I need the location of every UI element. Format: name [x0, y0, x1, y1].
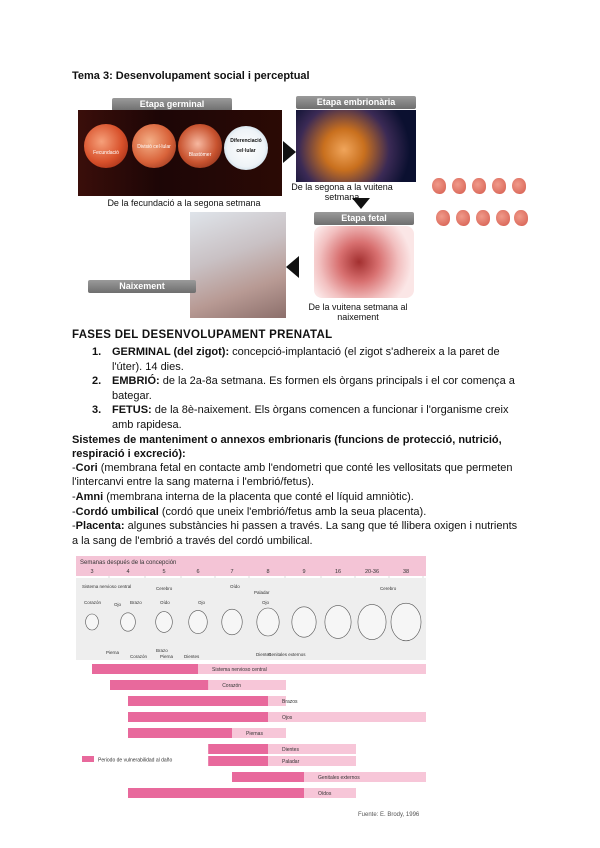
fase-item-fetus: [92, 403, 532, 418]
embryo-part-label: Cerebro: [156, 586, 173, 591]
embryo-part-label: Cerebro: [380, 586, 397, 591]
fase-item-embrio-line2: bategar.: [112, 390, 152, 402]
embryo-illustration: [121, 613, 136, 631]
bar-label: Paladar: [282, 759, 300, 765]
embryo-illustration: [257, 608, 279, 636]
fase-text: de la 2a-8a setmana. Es formen els òrgans principals i el cor comença a: [159, 375, 515, 387]
week-tick-label: 6: [196, 569, 200, 575]
annex-line-placenta-2: a la sang de l'embrió a través del cordó umbilical.: [72, 535, 313, 547]
caption-fetal-1: De la vuitena setmana al: [308, 302, 408, 312]
embryo-illustration: [358, 604, 386, 639]
week-tick-label: 7: [230, 569, 234, 575]
embryo-part-label: Oído: [160, 600, 170, 605]
embryo-part-label: Brazo: [130, 600, 142, 605]
annex-term: Cordó umbilical: [75, 506, 159, 518]
arrow-down-icon: [352, 198, 370, 209]
embryo-part-label: Corazón: [84, 600, 102, 605]
embryo-part-label: Oído: [230, 584, 240, 589]
vulnerability-bar: [208, 744, 268, 754]
embryo-photo: [296, 110, 416, 182]
stage-label-embrionaria: Etapa embrionària: [296, 96, 416, 109]
embryo-illustration: [292, 607, 316, 637]
caption-embrio-1: De la segona a la vuitena: [291, 182, 393, 192]
page-title: Tema 3: Desenvolupament social i perceptual: [72, 70, 310, 82]
annex-line-amni: -Amni (membrana interna de la placenta que conté el líquid amniòtic).: [72, 491, 414, 503]
annex-line-cori: -Cori (membrana fetal en contacte amb l'endometri que conté les vellositats que permeten: [72, 462, 513, 474]
bar-label: Piernas: [246, 731, 263, 737]
bar-label: Genitales externos: [318, 775, 360, 781]
week-tick-label: 20-36: [364, 569, 380, 575]
legend-swatch: [82, 756, 94, 762]
embryo-part-label: Pierna: [106, 650, 120, 655]
annex-text: (membrana fetal en contacte amb l'endometri que conté les vellositats que permeten: [97, 462, 513, 474]
vulnerability-bar: [128, 696, 268, 706]
fase-text: concepció-implantació (el zigot s'adhereix a la paret de: [229, 346, 500, 358]
embryo-part-label: Paladar: [254, 590, 270, 595]
embryo-part-label: Dientes: [256, 652, 272, 657]
week-tick-label: 5: [162, 569, 166, 575]
week-tick-label: 9: [302, 569, 306, 575]
caption-germinal: De la fecundació a la segona setmana: [107, 198, 261, 208]
fase-term: EMBRIÓ:: [112, 375, 160, 387]
annexos-heading-1: Sistemes de manteniment o annexos embrionaris (funcions de protecció, nutrició,: [72, 434, 502, 446]
week-tick-label: 8: [266, 569, 270, 575]
embryo-part-label: Corazón: [130, 654, 148, 659]
vulnerability-bar: [92, 664, 198, 674]
vulnerability-bar: [110, 680, 208, 690]
stage-label-fetal: Etapa fetal: [314, 212, 414, 225]
fetal-development-thumbnails: [428, 174, 528, 236]
bar-label: Dientes: [282, 747, 299, 753]
week-tick-label: 3: [90, 569, 94, 575]
bar-label: Sistema nervioso central: [212, 667, 267, 673]
vulnerability-bar: [128, 788, 304, 798]
week-tick-label: 38: [402, 569, 410, 575]
embryo-part-label: Pierna: [160, 654, 174, 659]
caption-fetal-2: naixement: [337, 312, 379, 322]
bar-label: Ojos: [282, 715, 293, 721]
embryo-part-label: Ojo: [114, 602, 122, 607]
annex-text: (membrana interna de la placenta que conté el líquid amniòtic).: [103, 491, 414, 503]
embryo-illustration: [86, 614, 99, 630]
legend-label: Periodo de vulnerabilidad al daño: [98, 757, 173, 764]
fase-term: FETUS:: [112, 404, 152, 416]
embryo-part-label: Sistema nervioso central: [82, 584, 132, 589]
chart-header: Semanas después de la concepción: [80, 560, 177, 566]
blastomer-image: [178, 124, 222, 168]
embryo-illustration: [325, 606, 351, 639]
newborn-photo: [190, 212, 286, 318]
zygote-image: [84, 124, 128, 168]
embryo-part-label: Ojo: [198, 600, 206, 605]
week-tick-label: 16: [334, 569, 342, 575]
fase-number: 3.: [92, 404, 102, 416]
fetus-photo: [314, 226, 414, 298]
cell-label-2: Divisió cel·lular: [137, 144, 171, 150]
annex-line-placenta: -Placenta: algunes substàncies hi passen a través. La sang que té llibera oxigen i nutrients: [72, 520, 518, 532]
vulnerability-chart: [76, 556, 426, 808]
bar-light-segment: [208, 680, 286, 690]
embryo-part-label: Genitales externos: [268, 652, 306, 657]
caption-embrio-2: setmana: [324, 192, 360, 202]
embryo-illustration: [222, 609, 242, 635]
embryo-part-label: Dientes: [184, 654, 200, 659]
annex-text: (cordó que uneix l'embrió/fetus amb la seua placenta).: [158, 506, 427, 518]
fase-item-embrio: [92, 374, 532, 389]
week-tick-label: 4: [126, 569, 130, 575]
fase-item-germinal: [92, 345, 532, 360]
fase-item-germinal-line2: l'úter). 14 dies.: [112, 361, 184, 373]
embryo-part-label: Ojo: [262, 600, 270, 605]
embryo-illustration: [391, 603, 421, 641]
fase-number: 1.: [92, 346, 102, 358]
annexos-heading-2: respiració i excreció):: [72, 448, 186, 460]
vulnerability-bar: [208, 756, 268, 766]
cell-label-4: Diferenciació cel·lular: [230, 138, 262, 154]
stage-label-naixement: Naixement: [88, 280, 196, 293]
annex-line-cordo: -Cordó umbilical (cordó que uneix l'embrió/fetus amb la seua placenta).: [72, 506, 427, 518]
annex-text: algunes substàncies hi passen a través. La sang que té llibera oxigen i nutrients: [124, 520, 518, 532]
fase-text: de la 8è-naixement. Els òrgans comencen a funcionar i l'organisme creix: [151, 404, 509, 416]
fase-term: GERMINAL (del zigot):: [112, 346, 230, 358]
vulnerability-bar: [128, 712, 268, 722]
cell-label-1: Fecundació: [93, 150, 119, 156]
embryo-illustration: [156, 612, 173, 633]
annex-term: Placenta:: [75, 520, 125, 532]
annex-line-cori-2: l'intercanvi entre la sang materna i l'embrió/fetus).: [72, 476, 315, 488]
vulnerability-bar: [128, 728, 232, 738]
vulnerability-bar: [232, 772, 304, 782]
chart-source: Fuente: E. Brody, 1996: [358, 812, 420, 818]
annex-term: Cori: [75, 462, 98, 474]
bar-label: Brazos: [282, 699, 298, 705]
annex-term: Amni: [75, 491, 104, 503]
cell-label-3: Blastòmer: [188, 152, 212, 158]
stage-label-germinal: Etapa germinal: [112, 98, 232, 111]
arrow-right-icon: [283, 141, 296, 163]
embryo-part-label: Brazo: [156, 648, 168, 653]
bar-label: Oídos: [318, 791, 332, 797]
bar-label: Corazón: [222, 683, 242, 689]
fase-number: 2.: [92, 375, 102, 387]
fase-item-fetus-line2: amb rapidesa.: [112, 419, 182, 431]
fases-heading: FASES DEL DESENVOLUPAMENT PRENATAL: [72, 329, 333, 341]
embryo-illustration: [189, 610, 208, 633]
arrow-left-icon: [286, 256, 299, 278]
